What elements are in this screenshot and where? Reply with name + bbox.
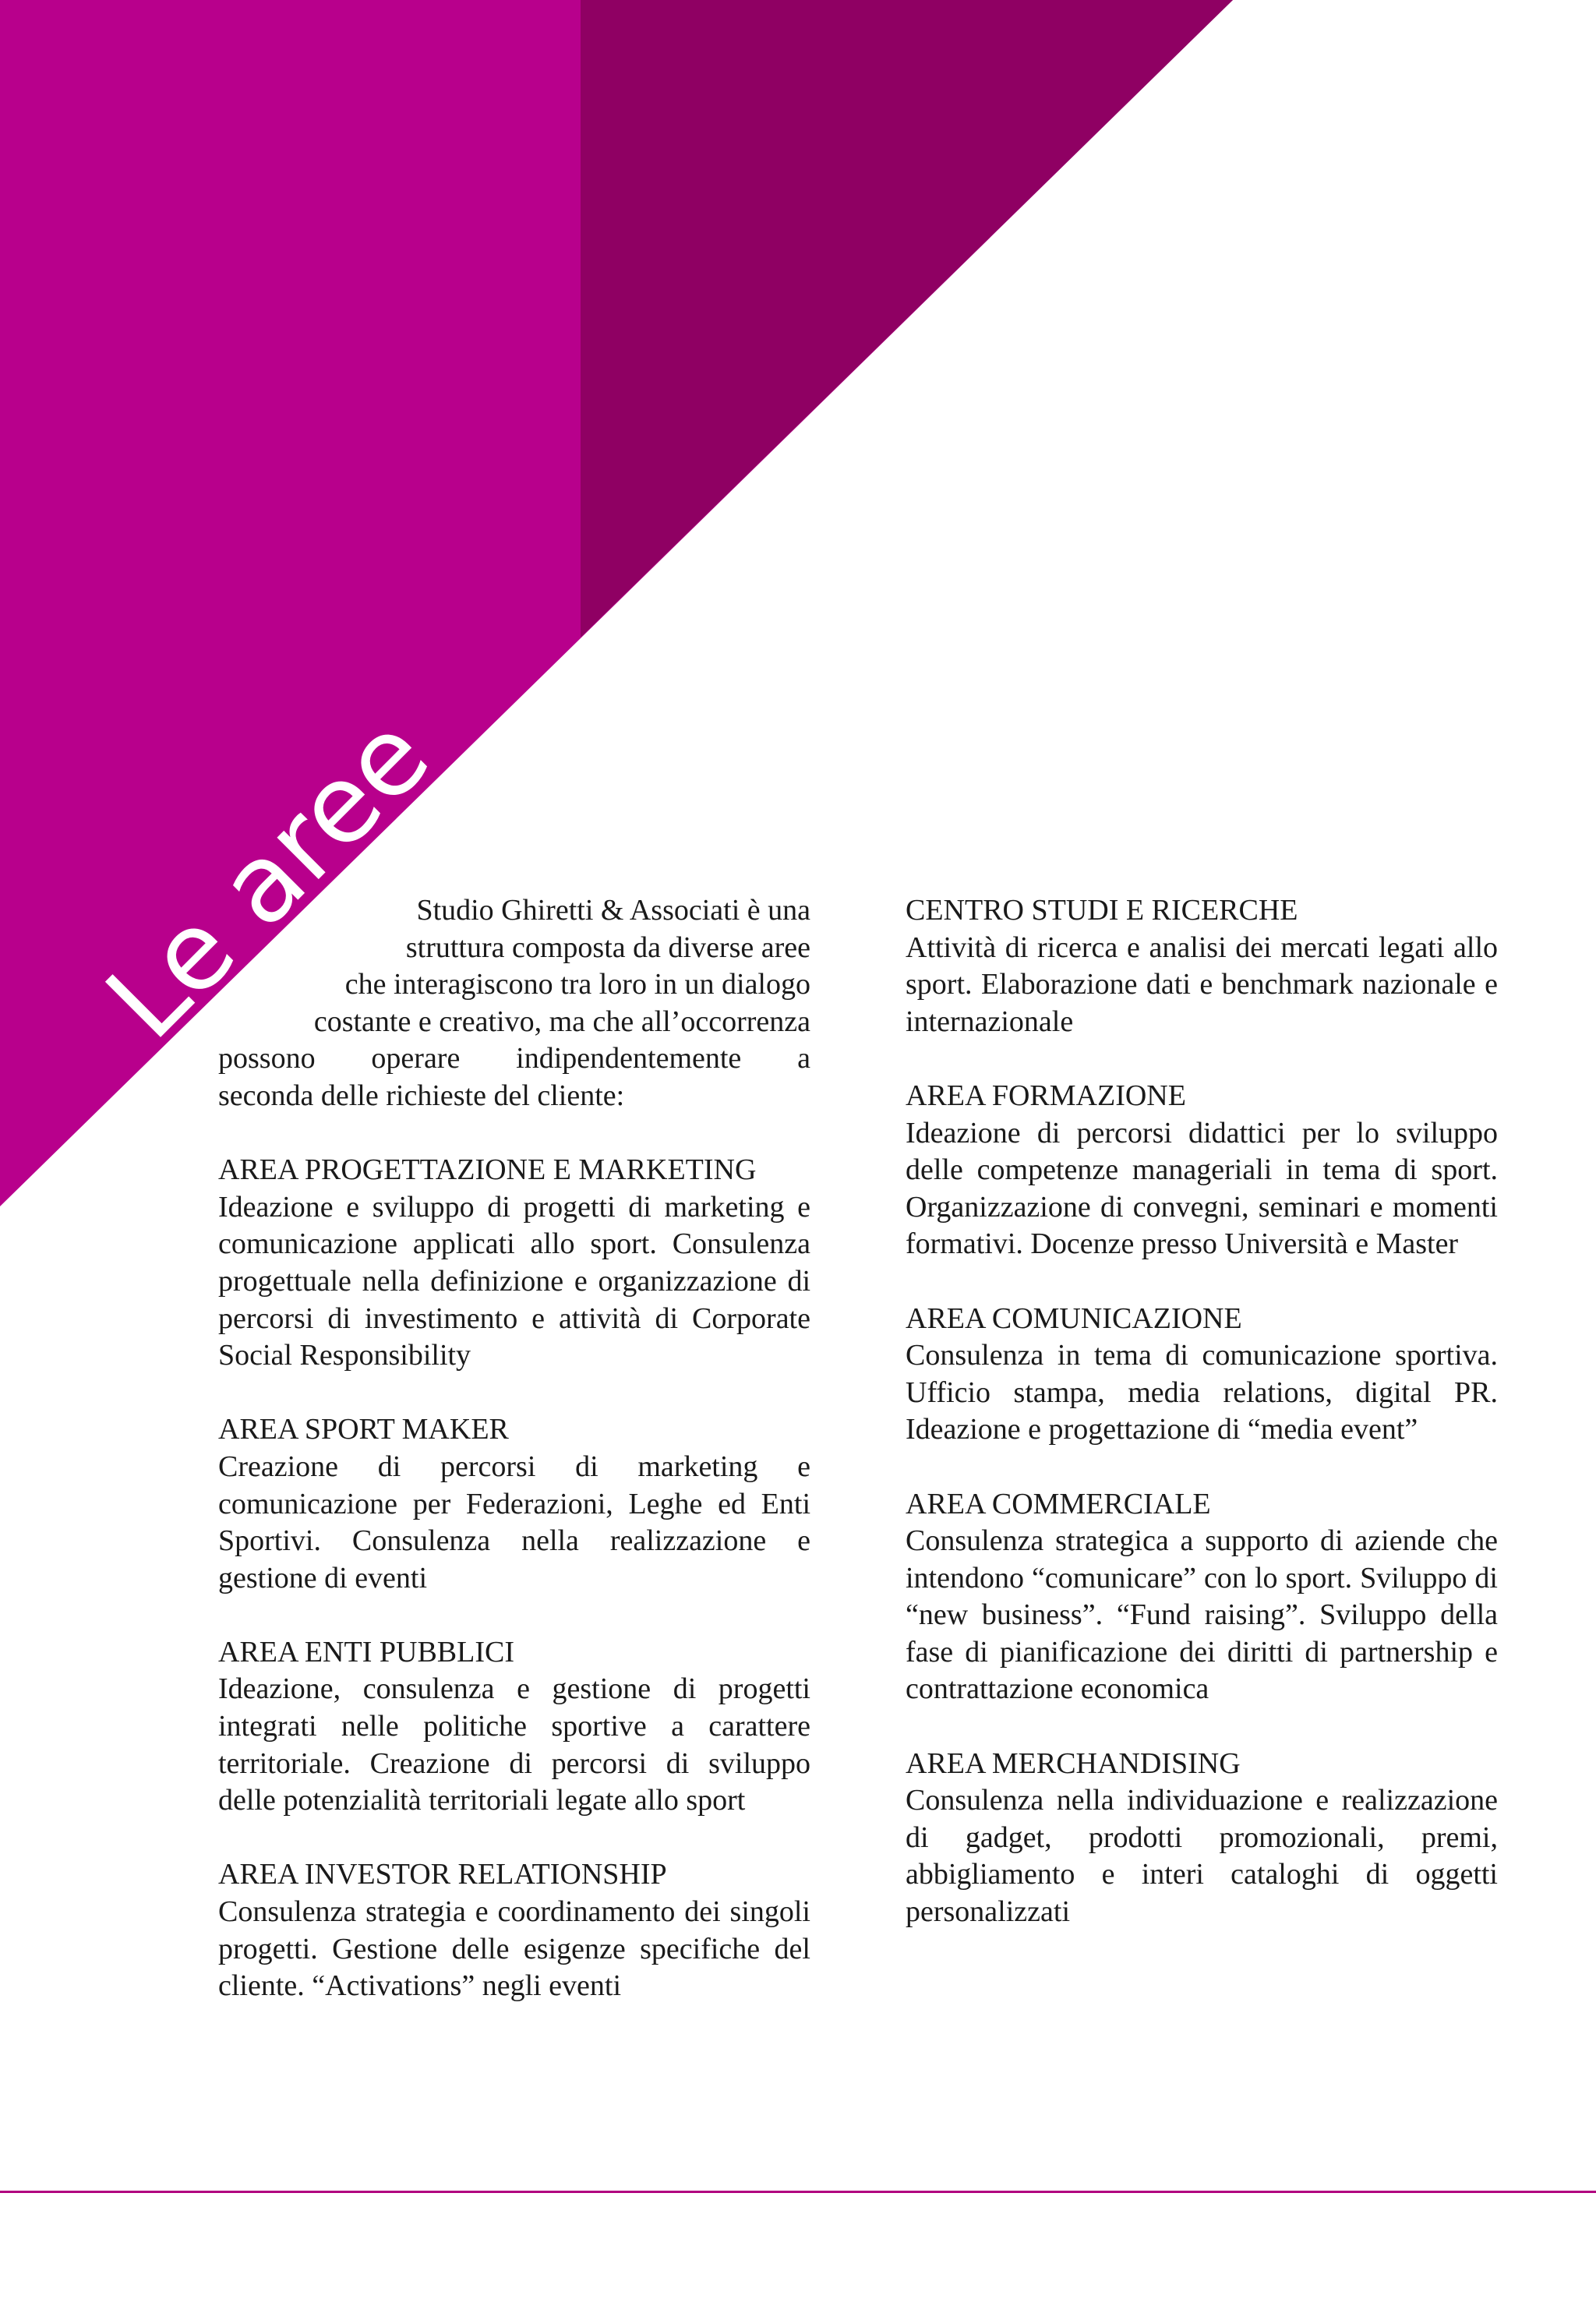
intro-line: possono operare indipendentemente a [218,1042,810,1075]
area-description: Attività di ricerca e analisi dei mercati legati allo sport. Elaborazione dati e benchmark nazionale e internazionale [906,931,1498,1038]
area-title: CENTRO STUDI E RICERCHE [906,894,1298,927]
area-title: AREA ENTI PUBBLICI [218,1635,514,1669]
area-title: AREA SPORT MAKER [218,1413,509,1446]
area-title: AREA FORMAZIONE [906,1079,1186,1112]
area-description: Consulenza nella individuazione e realizzazione di gadget, prodotti promozionali, premi, abbigliamento e interi cataloghi di oggetti personalizzati [906,1784,1498,1929]
area-block [218,1856,810,2004]
area-description: Ideazione, consulenza e gestione di progetti integrati nelle politiche sportive a carattere territoriale. Creazione di percorsi di sviluppo delle potenzialità territoriali legate allo sport [218,1672,810,1817]
area-block [906,1301,1498,1449]
right-column [906,892,1498,1968]
area-description: Consulenza strategia e coordinamento dei singoli progetti. Gestione delle esigenze specifiche del cliente. “Activations” negli eventi [218,1895,810,2003]
area-description: Consulenza strategica a supporto di aziende che intendono “comunicare” con lo sport. Sviluppo di “new business”. “Fund raising”. Sviluppo della fase di pianificazione dei diritti di partnership e contrattazione economica [906,1524,1498,1706]
page-title: Le aree [82,692,454,1063]
left-column [218,892,810,2042]
area-title: AREA COMUNICAZIONE [906,1301,1242,1335]
intro-paragraph [218,892,810,1115]
area-block [906,1078,1498,1263]
purple-band [581,0,1233,637]
intro-line: che interagiscono tra loro in un dialogo [344,968,810,1001]
area-description: Ideazione di percorsi didattici per lo sviluppo delle competenze manageriali in tema di sport. Organizzazione di convegni, seminari e momenti formativi. Docenze presso Università e Master [906,1116,1498,1261]
area-title: AREA PROGETTAZIONE E MARKETING [218,1153,757,1187]
area-description: Consulenza in tema di comunicazione sportiva. Ufficio stampa, media relations, digital PR. Ideazione e progettazione di “media event” [906,1339,1498,1446]
intro-line: struttura composta da diverse aree [405,931,810,964]
area-description: Creazione di percorsi di marketing e comunicazione per Federazioni, Leghe ed Enti Sportivi. Consulenza nella realizzazione e gestione di eventi [218,1450,810,1594]
area-description: Ideazione e sviluppo di progetti di marketing e comunicazione applicati allo sport. Consulenza progettuale nella definizione e organizzazione di percorsi di investimento e attività di Corporate Social Responsibility [218,1190,810,1372]
area-block [906,892,1498,1040]
area-title: AREA INVESTOR RELATIONSHIP [218,1858,667,1891]
area-block [218,1411,810,1597]
footer-divider [0,2191,1596,2193]
area-block [218,1152,810,1375]
intro-line: costante e creativo, ma che all’occorrenza [313,1005,810,1038]
area-block [906,1486,1498,1709]
intro-line: seconda delle richieste del cliente: [218,1079,625,1112]
area-title: AREA COMMERCIALE [906,1487,1211,1520]
intro-line: Studio Ghiretti & Associati è una [416,894,810,927]
area-title: AREA MERCHANDISING [906,1746,1241,1780]
area-block [218,1634,810,1820]
area-block [906,1746,1498,1931]
